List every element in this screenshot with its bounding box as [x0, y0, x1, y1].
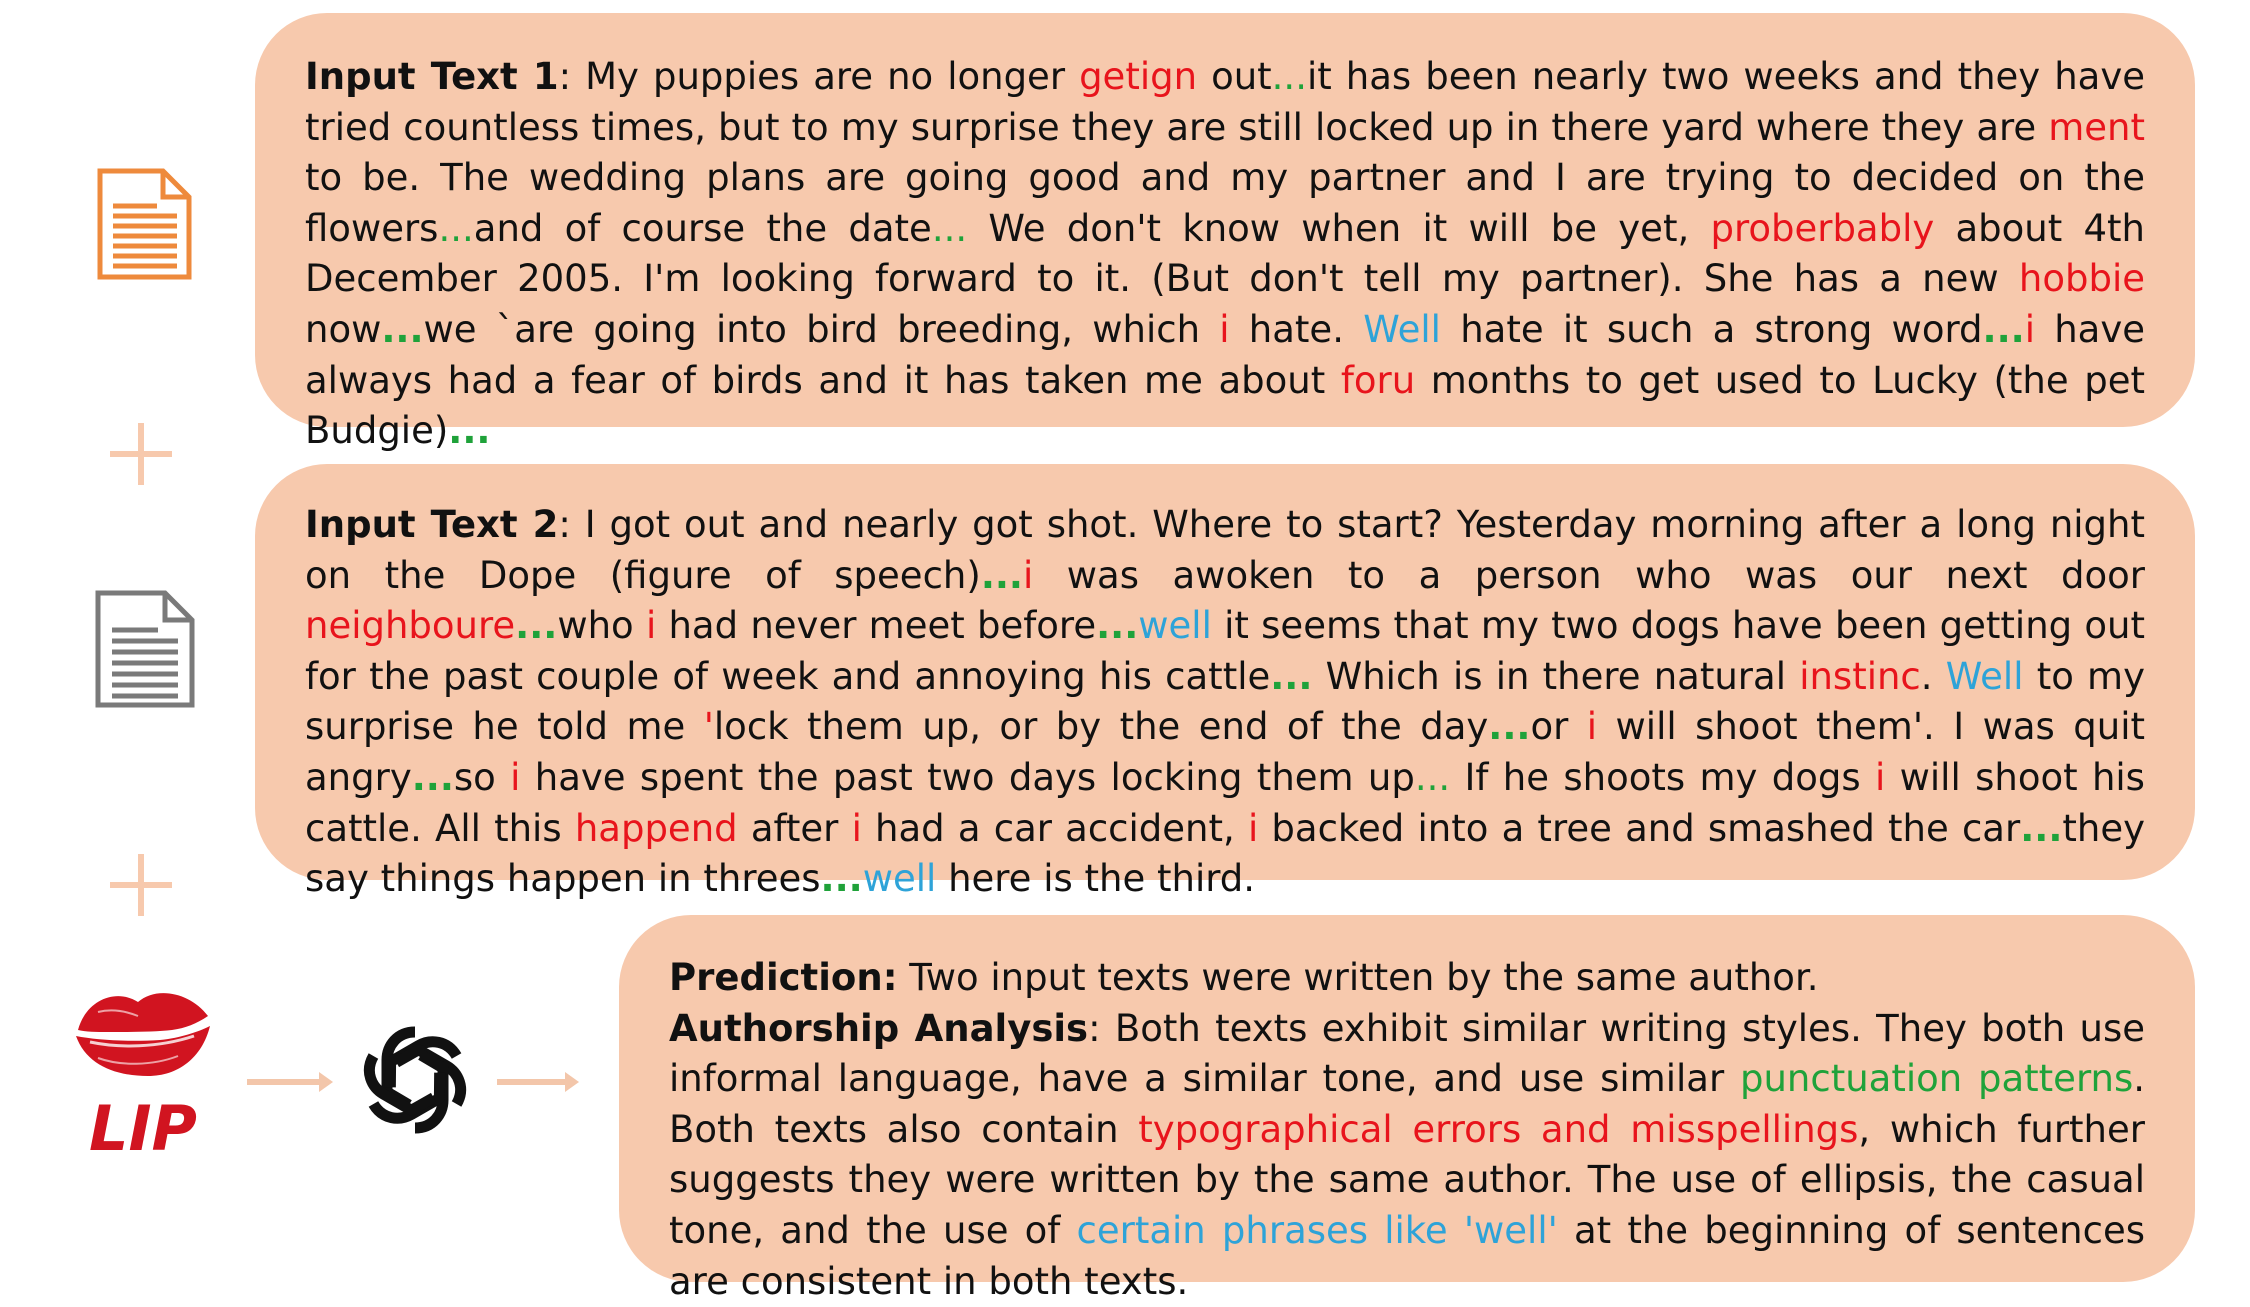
highlight-red: instinc	[1799, 654, 1921, 698]
text-run: have always had a fear of birds and it has taken me about	[305, 307, 2145, 402]
highlight-green: ...	[1270, 654, 1313, 698]
prediction-panel	[619, 915, 2195, 1303]
analysis-label: Authorship Analysis	[669, 1006, 1089, 1050]
openai-logo	[353, 1018, 477, 1142]
highlight-blue: well	[1138, 604, 1212, 648]
text-run: lock them up, or by the end of the day	[713, 705, 1489, 749]
highlight-green: ...	[448, 409, 491, 453]
text-run: to be. The wedding plans are going good and my partner and I are trying to decided on the flowers	[305, 156, 2145, 250]
highlight-green: ...	[1096, 604, 1139, 648]
highlight-green: ...	[980, 553, 1023, 597]
input-text-1-body	[305, 55, 2145, 452]
lip-kiss-logo	[68, 972, 218, 1170]
highlight-red: getign	[1079, 55, 1198, 98]
highlight-red: i	[1022, 553, 1034, 597]
text-run: hate it such a strong word	[1440, 307, 1983, 351]
highlight-red: i	[510, 755, 521, 799]
text-run: about 4th December 2005. I'm looking forward to it. (But don't tell my partner). She has a new	[305, 206, 2145, 301]
text-run: will shoot his cattle. All this	[305, 755, 2145, 850]
highlight-red: i	[1586, 705, 1598, 749]
text-run: was awoken to a person who was our next door	[1033, 553, 2145, 597]
highlight-red: '	[703, 705, 714, 749]
document-icon-gray	[95, 590, 195, 708]
text-run: We don't know when it will be yet,	[967, 206, 1711, 250]
highlight-red: i	[851, 806, 862, 850]
text-run: it has been nearly two weeks and they have tried countless times, but to my surprise they are still locked up in there yard where they are	[305, 55, 2145, 149]
highlight-green: ...	[820, 857, 863, 901]
arrow-right-icon-2	[497, 1079, 575, 1085]
text-run: so	[453, 755, 511, 799]
text-run: will shoot them'. I was quit angry	[305, 705, 2145, 799]
highlight-red: proberbably	[1710, 206, 1935, 250]
highlight-red: i	[1247, 806, 1259, 850]
highlight-green: ...	[515, 604, 558, 648]
highlight-red: happend	[574, 806, 738, 850]
highlight-green: punctuation patterns	[1739, 1057, 2134, 1101]
highlight-red: i	[2024, 307, 2035, 351]
highlight-green: ...	[2020, 806, 2063, 850]
text-run: or	[1530, 705, 1587, 749]
prediction-label: Prediction:	[669, 956, 898, 999]
input-text-2-body	[305, 503, 2145, 900]
text-run: at the beginning of sentences are consistent in both texts.	[669, 1208, 2145, 1303]
highlight-red: ment	[2048, 105, 2145, 149]
text-run: hate.	[1229, 307, 1364, 351]
text-run: .	[1920, 654, 1946, 698]
highlight-blue: well	[862, 857, 937, 901]
text-run: now	[305, 307, 382, 351]
text-run: . Both texts also contain	[669, 1057, 2145, 1151]
highlight-green: ...	[1414, 755, 1451, 799]
lip-logo-text: LIP	[88, 1092, 198, 1165]
text-run: it seems that my two dogs have been getting out for the past couple of week and annoying his cattle	[305, 604, 2145, 698]
plus-icon-2	[110, 854, 172, 916]
text-run: here is the third.	[936, 857, 1256, 901]
input-text-1-panel	[255, 13, 2195, 453]
text-run: months to get used to Lucky (the pet Budgie)	[305, 358, 2145, 453]
document-icon-orange	[97, 168, 192, 280]
text-run: : I got out and nearly got shot. Where to start? Yesterday morning after a long night on the Dope (figure of speech)	[305, 503, 2145, 597]
text-run: , which further suggests they were written by the same author. The use of ellipsis, the casual tone, and the use of	[669, 1107, 2145, 1252]
input-text-1-label: Input Text 1	[305, 55, 559, 98]
text-run: to my surprise he told me	[305, 654, 2145, 749]
text-run: have spent the past two days locking them up	[520, 755, 1415, 799]
highlight-blue: certain phrases like 'well'	[1076, 1208, 1558, 1252]
highlight-green: ...	[1271, 55, 1307, 98]
text-run: and of course the date	[473, 206, 932, 250]
highlight-green: ...	[438, 206, 474, 250]
text-run: who	[557, 604, 646, 648]
highlight-red: i	[645, 604, 657, 648]
text-run: we `are going into bird breeding, which	[423, 307, 1220, 351]
prediction-text: Two input texts were written by the same author.	[897, 956, 1819, 999]
highlight-red: foru	[1340, 358, 1416, 402]
text-run: : Both texts exhibit similar writing styles. They both use informal language, have a similar tone, and use similar	[669, 1006, 2145, 1101]
plus-icon-1	[110, 423, 172, 485]
text-run: had never meet before	[656, 604, 1097, 648]
highlight-green: ...	[381, 307, 424, 351]
arrow-right-icon-1	[247, 1079, 329, 1085]
highlight-red: i	[1875, 755, 1886, 799]
text-run: they say things happen in threes	[305, 806, 2145, 901]
analysis-body	[669, 1007, 2145, 1303]
highlight-blue: Well	[1363, 307, 1441, 351]
input-text-2-label: Input Text 2	[305, 503, 559, 546]
highlight-red: typographical errors and misspellings	[1138, 1107, 1859, 1151]
text-run: out	[1197, 55, 1272, 98]
input-text-2-panel	[255, 464, 2195, 901]
text-run: Which is in there natural	[1312, 654, 1800, 698]
highlight-green: ...	[1982, 307, 2025, 351]
prediction-line	[669, 953, 2145, 1004]
text-run: after	[737, 806, 852, 850]
text-run: had a car accident,	[861, 806, 1248, 850]
text-run: If he shoots my dogs	[1450, 755, 1876, 799]
text-run: : My puppies are no longer	[558, 55, 1080, 98]
highlight-green: ...	[1488, 705, 1531, 749]
highlight-blue: Well	[1945, 654, 2024, 698]
highlight-red: hobbie	[2018, 257, 2145, 301]
highlight-red: i	[1219, 307, 1230, 351]
text-run: backed into a tree and smashed the car	[1258, 806, 2021, 850]
analysis-paragraph	[669, 1004, 2145, 1307]
highlight-green: ...	[931, 206, 968, 250]
highlight-green: ...	[411, 755, 454, 799]
highlight-red: neighboure	[305, 604, 516, 648]
